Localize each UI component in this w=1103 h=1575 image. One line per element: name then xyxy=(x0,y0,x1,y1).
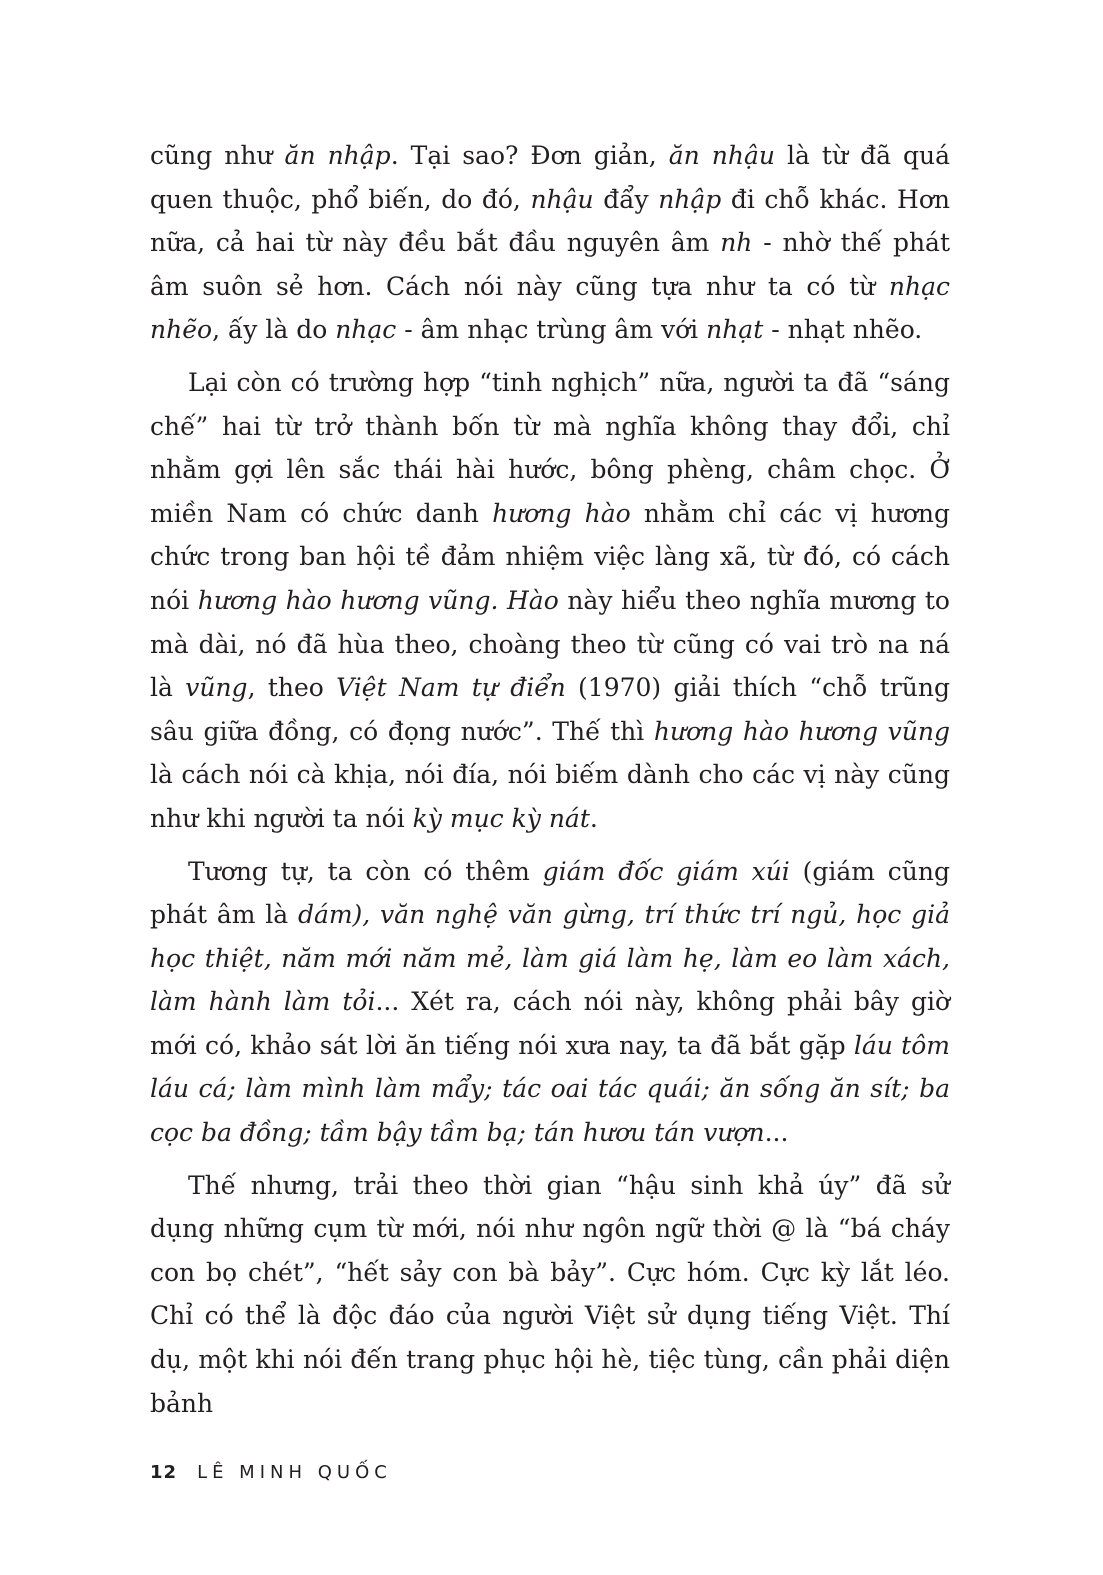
italic-term: nhạt xyxy=(706,315,764,345)
text-run: này hiểu theo nghĩa mương to mà dài, nó đã hùa theo, choàng theo từ cũng có vai trò na ná là xyxy=(150,585,950,703)
italic-term: dám), văn nghệ văn gừng, trí thức trí ngủ, học giả học thiệt, năm mới năm mẻ, làm giá làm hẹ, làm eo làm xách, làm hành làm tỏi xyxy=(150,900,950,1017)
italic-term: ăn nhậu xyxy=(668,141,775,170)
text-run: đi chỗ khác. Hơn nữa, cả hai từ này đều bắt đầu nguyên âm xyxy=(150,184,950,258)
text-run: , theo xyxy=(247,673,337,703)
text-run: Tương tự, ta còn có thêm xyxy=(188,856,543,886)
italic-term: hương hào hương vũng xyxy=(653,716,950,746)
text-run: (1970) giải thích “chỗ trũng sâu giữa đồng, có đọng nước”. Thế thì xyxy=(150,673,950,746)
text-run: - âm nhạc trùng âm với xyxy=(396,315,707,345)
italic-term: nhạc nhẽo xyxy=(150,271,950,345)
paragraph-1 xyxy=(150,134,950,352)
body-text xyxy=(150,134,950,1425)
page-number: 12 xyxy=(150,1462,178,1483)
text-run: . xyxy=(589,803,598,833)
paragraph-3 xyxy=(150,850,950,1155)
italic-term: nhập xyxy=(658,184,722,214)
text-run: - nhạt nhẽo. xyxy=(763,315,923,345)
text-run: - nhờ thế phát âm suôn sẻ hơn. Cách nói này cũng tựa như ta có từ xyxy=(150,228,950,301)
text-run: là từ đã quá quen thuộc, phổ biến, do đó, xyxy=(150,141,950,214)
paragraph-2 xyxy=(150,361,950,841)
text-run: , ấy là do xyxy=(212,315,336,345)
text-run: đẩy xyxy=(593,184,659,214)
page-footer xyxy=(150,1462,392,1483)
italic-term: ăn nhập xyxy=(284,141,391,170)
author-name: LÊ MINH QUỐC xyxy=(197,1462,392,1483)
italic-term: hương hào hương vũng. Hào xyxy=(197,585,559,615)
italic-term: láu tôm láu cá; làm mình làm mẩy; tác oai tác quái; ăn sống ăn sít; ba cọc ba đồng; tầm bậy tầm bạ; tán hươu tán vượn xyxy=(150,1030,950,1148)
text-run: cũng như xyxy=(150,141,285,170)
text-run: ... Xét ra, cách nói này, không phải bây giờ mới có, khảo sát lời ăn tiếng nói xưa nay, ta đã bắt gặp xyxy=(150,987,950,1060)
paragraph-4 xyxy=(150,1164,950,1426)
text-run: là cách nói cà khịa, nói đía, nói biếm dành cho các vị này cũng như khi người ta nói xyxy=(150,760,950,833)
text-run: . Tại sao? Đơn giản, xyxy=(390,141,669,170)
italic-term: nhậu xyxy=(530,184,594,214)
text-run: nhằm chỉ các vị hương chức trong ban hội tề đảm nhiệm việc làng xã, từ đó, có cách nói xyxy=(150,498,950,615)
text-run: (giám cũng phát âm là xyxy=(150,856,950,930)
italic-term: hương hào xyxy=(492,498,631,528)
italic-term: kỳ mục kỳ nát xyxy=(412,803,590,833)
italic-term: nhạc xyxy=(335,315,397,345)
italic-term: giám đốc giám xúi xyxy=(542,856,790,886)
italic-term: Việt Nam tự điển xyxy=(336,673,566,703)
italic-term: nh xyxy=(720,228,753,258)
text-run: Lại còn có trường hợp “tinh nghịch” nữa, người ta đã “sáng chế” hai từ trở thành bốn từ mà nghĩa không thay đổi, chỉ nhằm gợi lên sắc thái hài hước, bông phèng, châm chọc. Ở miền Nam có chức danh xyxy=(150,367,950,528)
italic-term: vũng xyxy=(185,673,248,703)
text-run: Thế nhưng, trải theo thời gian “hậu sinh khả úy” đã sử dụng những cụm từ mới, nói như ngôn ngữ thời @ là “bá cháy con bọ chét”, “hết sảy con bà bảy”. Cực hóm. Cực kỳ lắt léo. Chỉ có thể là độc đáo của người Việt sử dụng tiếng Việt. Thí dụ, một khi nói đến trang phục hội hè, tiệc tùng, cần phải diện bảnh xyxy=(150,1170,950,1418)
text-run: ... xyxy=(764,1118,789,1148)
